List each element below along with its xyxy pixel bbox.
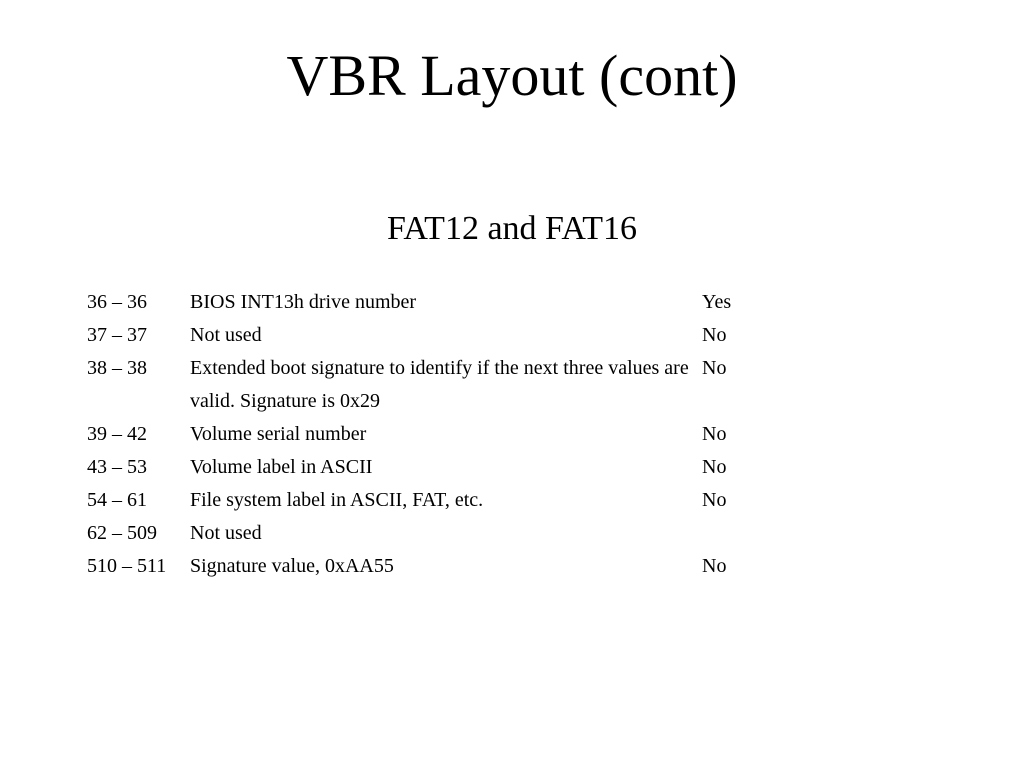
byte-range: 36 – 36	[87, 291, 147, 313]
field-flag: No	[702, 423, 727, 445]
byte-range: 38 – 38	[87, 357, 147, 379]
field-description: Not used	[190, 324, 262, 346]
table-row	[87, 352, 787, 418]
table-row	[87, 484, 787, 517]
table-row	[87, 451, 787, 484]
field-description: File system label in ASCII, FAT, etc.	[190, 489, 484, 511]
vbr-field-table	[87, 286, 787, 583]
field-flag: No	[702, 555, 727, 577]
byte-range: 43 – 53	[87, 456, 147, 478]
table-row	[87, 286, 787, 319]
field-description: Volume label in ASCII	[190, 456, 373, 478]
byte-range: 62 – 509	[87, 522, 157, 544]
slide-title: VBR Layout (cont)	[286, 43, 738, 108]
field-flag: No	[702, 489, 727, 511]
table-row	[87, 517, 787, 550]
byte-range: 54 – 61	[87, 489, 147, 511]
byte-range: 37 – 37	[87, 324, 147, 346]
field-description: Extended boot signature to identify if the next three values are valid. Signature is 0x29	[190, 357, 689, 412]
field-description: Signature value, 0xAA55	[190, 555, 394, 577]
slide-subtitle: FAT12 and FAT16	[387, 210, 637, 247]
field-description: Not used	[190, 522, 262, 544]
field-description: BIOS INT13h drive number	[190, 291, 417, 313]
table-row	[87, 319, 787, 352]
table-row	[87, 418, 787, 451]
field-flag: No	[702, 456, 727, 478]
field-flag: Yes	[702, 291, 732, 313]
byte-range: 510 – 511	[87, 555, 167, 577]
table-row	[87, 550, 787, 583]
field-description: Volume serial number	[190, 423, 367, 445]
field-flag: No	[702, 357, 727, 379]
byte-range: 39 – 42	[87, 423, 147, 445]
field-flag: No	[702, 324, 727, 346]
